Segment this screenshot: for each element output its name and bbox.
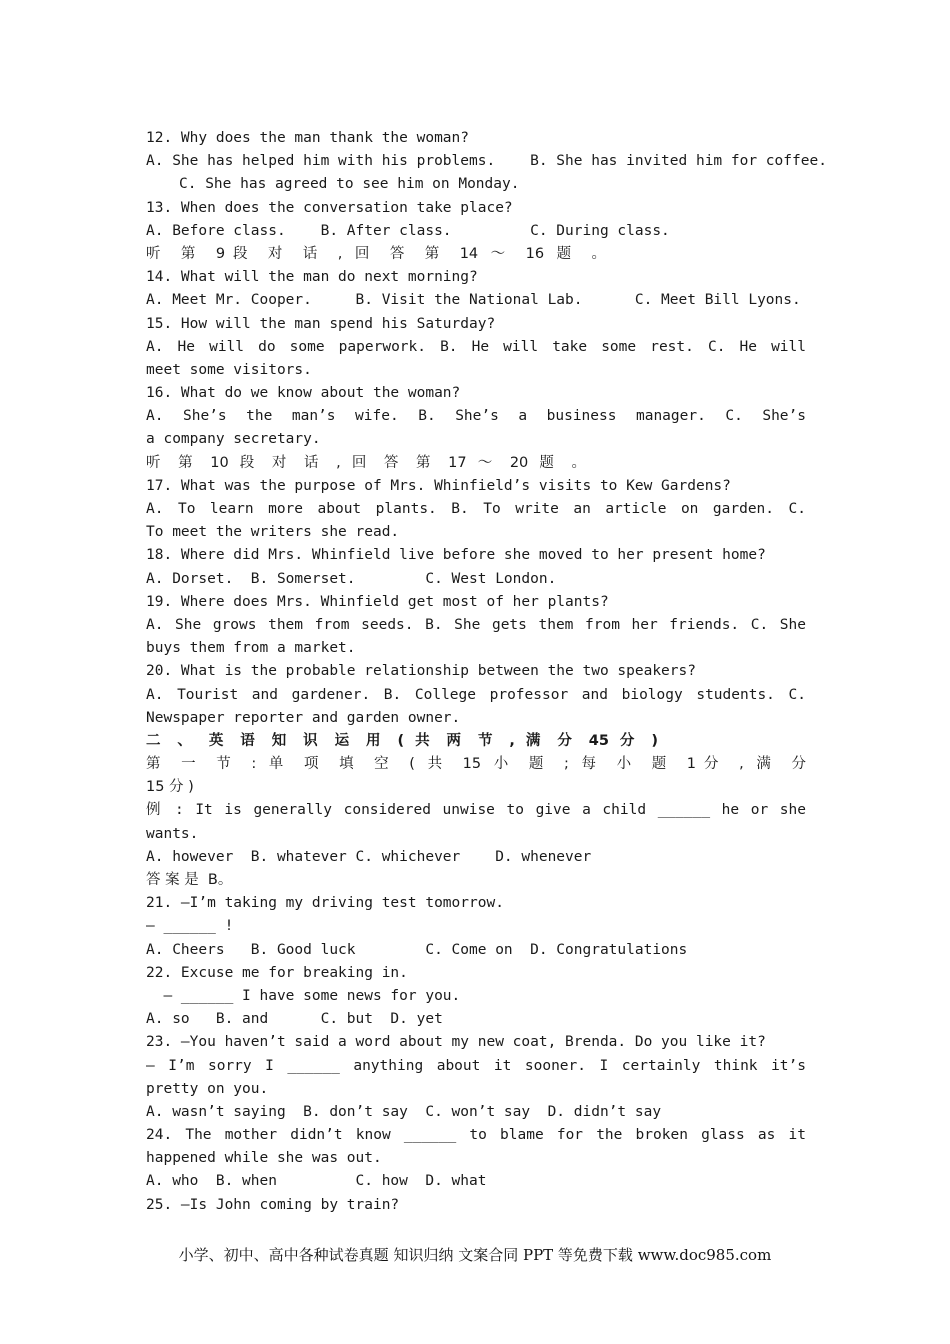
text-line: A. She grows them from seeds. B. She gets them from her friends. C. She (146, 616, 806, 633)
text-line: — ______ I have some news for you. (146, 987, 461, 1004)
text-line: 听 第 9段 对 话 , 回 答 第 14 ～ 16 题 。 (146, 245, 606, 262)
text-line: A. She has helped him with his problems. B. She has invited him for coffee. (146, 153, 827, 170)
text-line: A. so B. and C. but D. yet (146, 1011, 443, 1028)
text-line: 25. —Is John coming by train? (146, 1196, 400, 1213)
text-line: a company secretary. (146, 431, 321, 448)
text-line: A. wasn’t saying B. don’t say C. won’t say D. didn’t say (146, 1103, 662, 1120)
text-line: 15. How will the man spend his Saturday? (146, 315, 496, 332)
text-line: A. Tourist and gardener. B. College professor and biology students. C. (146, 686, 806, 703)
text-line: 17. What was the purpose of Mrs. Whinfield’s visits to Kew Gardens? (146, 477, 731, 494)
document-body (146, 127, 827, 1217)
text-line: A. He will do some paperwork. B. He will take some rest. C. He will (146, 338, 806, 355)
text-line: 18. Where did Mrs. Whinfield live before she moved to her present home? (146, 547, 766, 564)
text-line: 24. The mother didn’t know ______ to blame for the broken glass as it (146, 1127, 806, 1144)
text-line: C. She has agreed to see him on Monday. (179, 176, 520, 193)
text-line: meet some visitors. (146, 361, 312, 378)
text-line: Newspaper reporter and garden owner. (146, 709, 461, 726)
text-line: 第 一 节 : 单 项 填 空 ( 共 15 小 题 ; 每 小 题 1分 , 满 分 (146, 756, 806, 773)
text-line: 13. When does the conversation take place? (146, 199, 513, 216)
text-line: 例 : It is generally considered unwise to give a child ______ he or she (146, 802, 806, 819)
text-line: — I’m sorry I ______ anything about it sooner. I certainly think it’s (146, 1057, 806, 1074)
text-line: 答 案 是 B。 (146, 872, 233, 888)
text-line: A. Cheers B. Good luck C. Come on D. Congratulations (146, 941, 688, 958)
text-line: 23. —You haven’t said a word about my new coat, Brenda. Do you like it? (146, 1034, 766, 1051)
text-line: happened while she was out. (146, 1150, 382, 1167)
text-line: 20. What is the probable relationship between the two speakers? (146, 663, 696, 680)
text-line: A. To learn more about plants. B. To write an article on garden. C. (146, 501, 806, 517)
text-line: 12. Why does the man thank the woman? (146, 130, 470, 146)
text-line: To meet the writers she read. (146, 524, 400, 541)
text-line: A. Meet Mr. Cooper. B. Visit the National Lab. C. Meet Bill Lyons. (146, 292, 801, 309)
text-line: 19. Where does Mrs. Whinfield get most of her plants? (146, 593, 609, 610)
page-footer: 小学、初中、高中各种试卷真题 知识归纳 文案合同 PPT 等免费下载 www.doc985.com (178, 1246, 772, 1264)
text-line: A. She’s the man’s wife. B. She’s a business manager. C. She’s (146, 408, 806, 425)
text-line: wants. (146, 825, 199, 842)
text-line: A. who B. when C. how D. what (146, 1173, 487, 1190)
text-line: 15 分 ) (146, 779, 194, 796)
text-line: 听 第 10 段 对 话 , 回 答 第 17 ～ 20 题 。 (146, 454, 586, 471)
text-line: — ______ ! (146, 918, 234, 935)
text-line: A. Dorset. B. Somerset. C. West London. (146, 570, 557, 587)
text-line: A. however B. whatever C. whichever D. whenever (146, 848, 592, 865)
text-line: 16. What do we know about the woman? (146, 385, 461, 402)
text-line: 二 、 英 语 知 识 运 用 ( 共 两 节 , 满 分 45 分 ) (146, 732, 658, 749)
text-line: pretty on you. (146, 1080, 269, 1097)
text-line: 14. What will the man do next morning? (146, 269, 478, 286)
text-line: buys them from a market. (146, 640, 356, 657)
text-line: A. Before class. B. After class. C. During class. (146, 222, 670, 239)
text-line: 22. Excuse me for breaking in. (146, 964, 408, 981)
text-line: 21. —I’m taking my driving test tomorrow. (146, 895, 504, 912)
